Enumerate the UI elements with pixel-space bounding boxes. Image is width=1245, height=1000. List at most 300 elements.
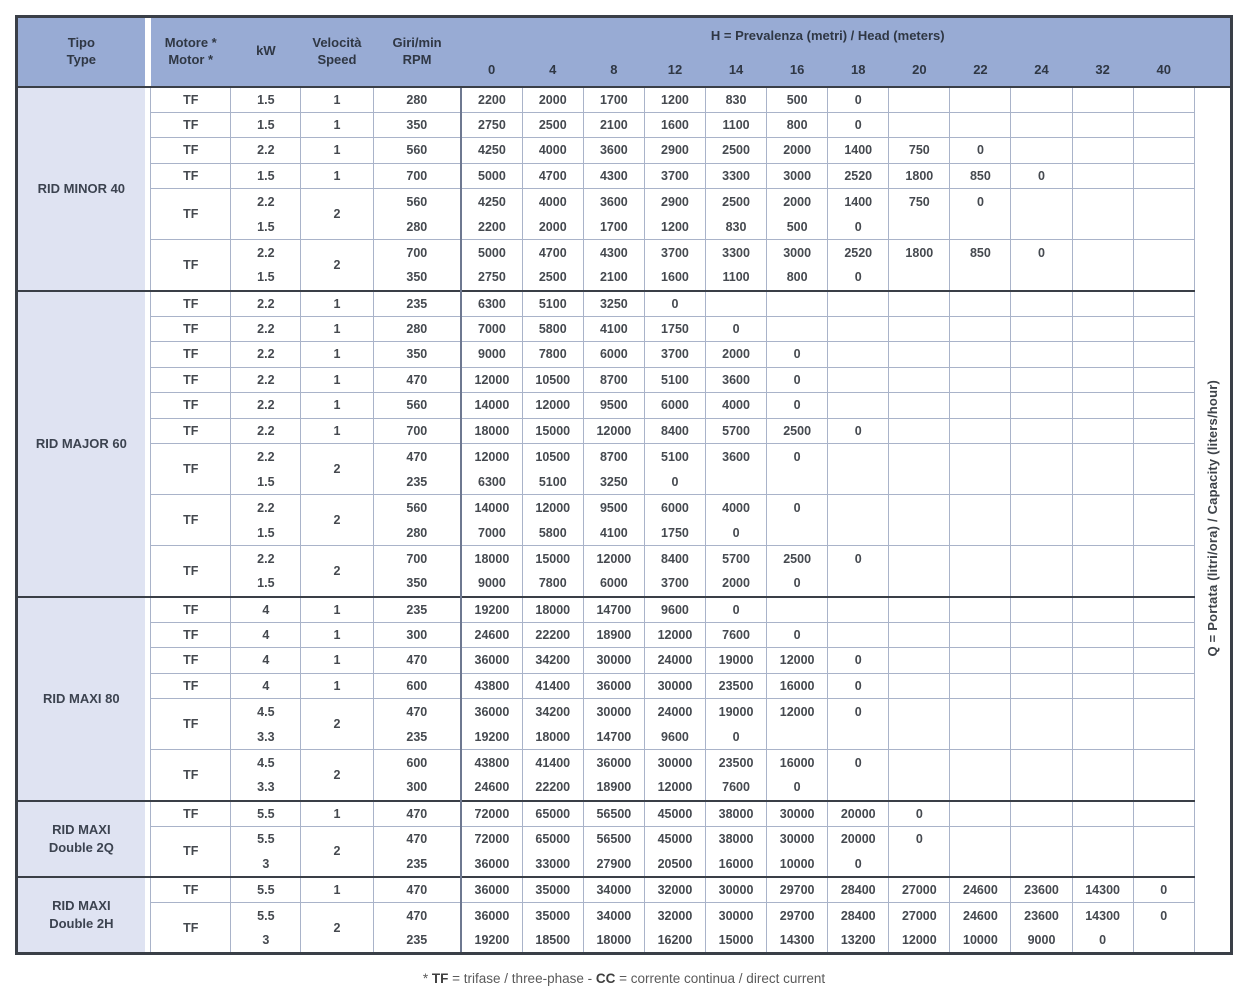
cell-value: 0: [828, 87, 889, 113]
head-tick: 4: [522, 55, 583, 87]
cell-value: [1072, 495, 1133, 521]
cell-value: [1011, 495, 1072, 521]
cell-value: 36000: [583, 750, 644, 776]
cell-value: 4100: [583, 520, 644, 546]
cell-value: [1133, 240, 1194, 266]
table-row: [17, 342, 1232, 368]
cell-value: [889, 265, 950, 291]
cell-value: [950, 826, 1011, 852]
cell-value: [1133, 418, 1194, 444]
cell-value: 500: [767, 87, 828, 113]
head-tick: 40: [1133, 55, 1194, 87]
cell-value: 30000: [706, 903, 767, 929]
cell-rpm: 470: [373, 367, 461, 393]
cell-value: [1011, 316, 1072, 342]
cell-value: 2900: [644, 138, 705, 164]
cell-value: [950, 622, 1011, 648]
cell-value: [828, 775, 889, 801]
cell-value: 23600: [1011, 903, 1072, 929]
cell-kw: 2.2: [231, 393, 301, 419]
cell-value: 830: [706, 87, 767, 113]
col-header-motore-line1: Motore *: [164, 34, 217, 50]
cell-value: 0: [828, 699, 889, 725]
cell-value: [950, 469, 1011, 495]
cell-value: [1133, 87, 1194, 113]
cell-value: 12000: [767, 699, 828, 725]
cell-value: 30000: [644, 750, 705, 776]
cell-value: 41400: [522, 750, 583, 776]
head-tick: 0: [461, 55, 522, 87]
cell-motor: TF: [151, 877, 231, 903]
cell-kw: 2.2: [231, 316, 301, 342]
cell-motor: TF: [151, 648, 231, 674]
cell-value: [1011, 597, 1072, 623]
cell-value: [950, 393, 1011, 419]
cell-value: [828, 291, 889, 317]
cell-motor: TF: [151, 112, 231, 138]
cell-speed: 1: [301, 418, 373, 444]
col-header-motore: [151, 17, 231, 87]
cell-rpm: 700: [373, 546, 461, 572]
cell-motor: TF: [151, 444, 231, 495]
cell-value: 19000: [706, 699, 767, 725]
cell-value: 36000: [461, 903, 522, 929]
cell-value: 36000: [461, 699, 522, 725]
cell-value: 0: [767, 571, 828, 597]
table-row: [17, 597, 1232, 623]
cell-value: 14300: [1072, 903, 1133, 929]
group-name-line: Double 2H: [49, 916, 114, 931]
cell-value: [889, 444, 950, 470]
cell-value: [889, 393, 950, 419]
cell-value: [1072, 240, 1133, 266]
cell-value: [1072, 469, 1133, 495]
table-row: [17, 826, 1232, 852]
cell-value: [1011, 189, 1072, 215]
col-header-giri-line2: RPM: [402, 51, 432, 67]
cell-value: 830: [706, 214, 767, 240]
cell-value: [706, 291, 767, 317]
cell-value: 5800: [522, 316, 583, 342]
cell-value: [1011, 393, 1072, 419]
cell-speed: 2: [301, 750, 373, 801]
cell-value: [889, 214, 950, 240]
cell-value: [828, 469, 889, 495]
cell-value: [1072, 342, 1133, 368]
cell-value: 23500: [706, 673, 767, 699]
cell-kw: 4.5: [231, 750, 301, 776]
table-row: [17, 699, 1232, 725]
cell-value: 2500: [522, 112, 583, 138]
cell-rpm: 280: [373, 214, 461, 240]
cell-value: [1133, 469, 1194, 495]
cell-value: 8700: [583, 444, 644, 470]
cell-speed: 2: [301, 495, 373, 546]
cell-value: 5100: [644, 367, 705, 393]
cell-value: [828, 393, 889, 419]
cell-value: 2000: [522, 87, 583, 113]
cell-value: 3300: [706, 163, 767, 189]
cell-value: 56500: [583, 826, 644, 852]
head-tick: 22: [950, 55, 1011, 87]
cell-value: [950, 775, 1011, 801]
cell-value: 30000: [644, 673, 705, 699]
cell-value: 0: [706, 316, 767, 342]
cell-motor: TF: [151, 240, 231, 291]
cell-value: [828, 597, 889, 623]
cell-kw: 1.5: [231, 520, 301, 546]
cell-value: 5100: [522, 291, 583, 317]
cell-speed: 1: [301, 87, 373, 113]
cell-rpm: 470: [373, 801, 461, 827]
cell-rpm: 300: [373, 775, 461, 801]
cell-value: [1133, 189, 1194, 215]
cell-value: 14700: [583, 597, 644, 623]
cell-value: 4700: [522, 240, 583, 266]
cell-value: [1072, 112, 1133, 138]
cell-value: [889, 495, 950, 521]
cell-value: [1072, 571, 1133, 597]
cell-value: [1133, 852, 1194, 878]
cell-value: [1133, 622, 1194, 648]
cell-value: 30000: [583, 648, 644, 674]
table-row: [17, 418, 1232, 444]
cell-value: 3300: [706, 240, 767, 266]
cell-value: [1133, 775, 1194, 801]
cell-motor: TF: [151, 138, 231, 164]
cell-motor: TF: [151, 163, 231, 189]
cell-value: 14700: [583, 724, 644, 750]
cell-value: [950, 316, 1011, 342]
cell-kw: 2.2: [231, 240, 301, 266]
cell-value: 65000: [522, 801, 583, 827]
cell-value: 43800: [461, 673, 522, 699]
group-name-line: Double 2Q: [48, 839, 114, 855]
cell-speed: 2: [301, 826, 373, 877]
table-row: [17, 87, 1232, 113]
cell-value: [1072, 648, 1133, 674]
cell-value: 4250: [461, 189, 522, 215]
cell-value: 2500: [522, 265, 583, 291]
cell-value: 3600: [706, 444, 767, 470]
cell-value: 3000: [767, 240, 828, 266]
cell-value: [706, 469, 767, 495]
cell-value: [828, 367, 889, 393]
cell-value: 2750: [461, 112, 522, 138]
cell-speed: 1: [301, 877, 373, 903]
cell-value: [950, 214, 1011, 240]
cell-rpm: 600: [373, 750, 461, 776]
cell-value: 18000: [522, 724, 583, 750]
cell-value: 3700: [644, 240, 705, 266]
cell-value: 5100: [644, 444, 705, 470]
group-name-line: RID MINOR 40: [37, 180, 126, 196]
cell-value: [1133, 316, 1194, 342]
cell-value: 36000: [461, 877, 522, 903]
cell-value: [950, 699, 1011, 725]
cell-value: 12000: [583, 418, 644, 444]
cell-value: [1011, 750, 1072, 776]
cell-kw: 5.5: [231, 903, 301, 929]
cell-kw: 1.5: [231, 265, 301, 291]
cell-value: [950, 495, 1011, 521]
cell-motor: TF: [151, 699, 231, 750]
cell-value: 22200: [522, 622, 583, 648]
cell-value: 0: [828, 673, 889, 699]
cell-value: 0: [828, 265, 889, 291]
cell-value: 1400: [828, 138, 889, 164]
cell-kw: 2.2: [231, 495, 301, 521]
table-row: [17, 189, 1232, 215]
cell-value: 800: [767, 112, 828, 138]
cell-motor: TF: [151, 291, 231, 317]
cell-value: 13200: [828, 928, 889, 954]
cell-value: 1800: [889, 240, 950, 266]
cell-value: 32000: [644, 877, 705, 903]
cell-value: [889, 622, 950, 648]
footnote-star: *: [422, 971, 432, 986]
cell-value: 1750: [644, 316, 705, 342]
cell-value: [1072, 520, 1133, 546]
table-row: [17, 622, 1232, 648]
cell-value: [1072, 214, 1133, 240]
cell-value: [950, 342, 1011, 368]
cell-value: 6300: [461, 469, 522, 495]
cell-value: 36000: [461, 648, 522, 674]
cell-value: 19200: [461, 928, 522, 954]
cell-speed: 1: [301, 648, 373, 674]
cell-value: [889, 367, 950, 393]
table-row: [17, 877, 1232, 903]
cell-value: 19000: [706, 648, 767, 674]
cell-speed: 2: [301, 189, 373, 240]
cell-rpm: 470: [373, 903, 461, 929]
cell-value: 34200: [522, 648, 583, 674]
cell-value: [889, 597, 950, 623]
cell-value: [828, 622, 889, 648]
cell-rpm: 470: [373, 444, 461, 470]
cell-value: 3250: [583, 469, 644, 495]
cell-kw: 1.5: [231, 571, 301, 597]
cell-value: [889, 469, 950, 495]
table-row: [17, 367, 1232, 393]
cell-value: 14300: [767, 928, 828, 954]
cell-motor: TF: [151, 622, 231, 648]
cell-value: 72000: [461, 826, 522, 852]
cell-value: 2900: [644, 189, 705, 215]
cell-value: [950, 852, 1011, 878]
cell-motor: TF: [151, 903, 231, 954]
cell-value: 0: [950, 189, 1011, 215]
cell-value: 9000: [1011, 928, 1072, 954]
cell-value: [950, 265, 1011, 291]
cell-value: [1011, 367, 1072, 393]
cell-kw: 4: [231, 597, 301, 623]
cell-value: 0: [1011, 163, 1072, 189]
cell-value: 4700: [522, 163, 583, 189]
cell-value: 12000: [522, 393, 583, 419]
cell-value: 29700: [767, 877, 828, 903]
cell-speed: 2: [301, 699, 373, 750]
cell-motor: TF: [151, 495, 231, 546]
cell-value: 3600: [583, 138, 644, 164]
group-name-line: RID MAJOR 60: [35, 435, 127, 451]
cell-value: 18500: [522, 928, 583, 954]
cell-value: 23600: [1011, 877, 1072, 903]
cell-value: 18000: [583, 928, 644, 954]
cell-value: 0: [767, 342, 828, 368]
table-row: [17, 393, 1232, 419]
cell-value: 0: [828, 112, 889, 138]
cell-value: [767, 597, 828, 623]
cell-rpm: 235: [373, 928, 461, 954]
cell-value: 2000: [767, 189, 828, 215]
cell-value: [1133, 214, 1194, 240]
head-title-h: H: [710, 27, 721, 43]
cell-value: 1100: [706, 265, 767, 291]
cell-speed: 2: [301, 444, 373, 495]
group-name-line: RID MAXI 80: [43, 690, 120, 706]
cell-value: [950, 444, 1011, 470]
q-strip-cell: [1194, 87, 1231, 954]
cell-kw: 1.5: [231, 469, 301, 495]
cell-value: 7000: [461, 316, 522, 342]
cell-value: [889, 750, 950, 776]
head-tick: 32: [1072, 55, 1133, 87]
cell-value: [1011, 265, 1072, 291]
cell-value: 0: [828, 750, 889, 776]
cell-rpm: 560: [373, 138, 461, 164]
head-tick: 16: [767, 55, 828, 87]
cell-rpm: 560: [373, 495, 461, 521]
cell-kw: 1.5: [231, 163, 301, 189]
cell-value: [1133, 826, 1194, 852]
col-header-tipo-line2: Type: [66, 51, 97, 67]
cell-motor: TF: [151, 418, 231, 444]
cell-value: [1072, 724, 1133, 750]
col-header-velocita-line2: Speed: [317, 51, 357, 67]
head-tick: 14: [706, 55, 767, 87]
cell-value: 28400: [828, 903, 889, 929]
cell-kw: 3.3: [231, 724, 301, 750]
group-name-cell: [17, 597, 145, 801]
cell-value: 7600: [706, 775, 767, 801]
cell-value: [950, 597, 1011, 623]
cell-value: [828, 342, 889, 368]
cell-speed: 1: [301, 393, 373, 419]
cell-speed: 1: [301, 597, 373, 623]
col-header-giri: [373, 17, 461, 87]
cell-value: 12000: [461, 444, 522, 470]
table-row: [17, 291, 1232, 317]
cell-value: [1133, 265, 1194, 291]
cell-motor: TF: [151, 342, 231, 368]
cell-value: 10500: [522, 444, 583, 470]
cell-value: 18900: [583, 775, 644, 801]
cell-value: 45000: [644, 801, 705, 827]
cell-value: 0: [767, 444, 828, 470]
cell-value: [950, 87, 1011, 113]
cell-value: 2500: [767, 546, 828, 572]
cell-value: 8400: [644, 546, 705, 572]
cell-value: 24600: [461, 622, 522, 648]
cell-value: [889, 724, 950, 750]
cell-value: 12000: [644, 622, 705, 648]
head-title-rest: = Prevalenza (metri) / Head (meters): [720, 27, 945, 43]
cell-value: [950, 801, 1011, 827]
cell-value: 1200: [644, 87, 705, 113]
cell-value: [1133, 520, 1194, 546]
cell-value: [1011, 801, 1072, 827]
cell-value: [1072, 546, 1133, 572]
cell-value: [889, 112, 950, 138]
cell-value: [1072, 291, 1133, 317]
cell-value: 12000: [461, 367, 522, 393]
cell-value: 9600: [644, 597, 705, 623]
cell-value: 6000: [644, 495, 705, 521]
cell-kw: 2.2: [231, 138, 301, 164]
cell-rpm: 470: [373, 648, 461, 674]
cell-kw: 5.5: [231, 826, 301, 852]
group-name-cell: [17, 87, 145, 291]
cell-value: [767, 724, 828, 750]
cell-kw: 1.5: [231, 112, 301, 138]
cell-value: 10000: [767, 852, 828, 878]
cell-value: 38000: [706, 826, 767, 852]
head-tick: 20: [889, 55, 950, 87]
cell-value: [1072, 750, 1133, 776]
cell-value: 45000: [644, 826, 705, 852]
cell-value: 24600: [950, 903, 1011, 929]
cell-value: [1011, 775, 1072, 801]
table-row: [17, 240, 1232, 266]
cell-value: [1011, 699, 1072, 725]
col-header-tipo-line1: Tipo: [67, 34, 95, 50]
group-name-line: RID MAXI: [52, 898, 111, 914]
cell-value: [1011, 520, 1072, 546]
cell-value: 850: [950, 163, 1011, 189]
cell-value: 41400: [522, 673, 583, 699]
cell-value: 20000: [828, 801, 889, 827]
cell-value: [1133, 597, 1194, 623]
cell-value: 29700: [767, 903, 828, 929]
cell-value: 0: [706, 597, 767, 623]
cell-value: 14300: [1072, 877, 1133, 903]
cell-speed: 2: [301, 240, 373, 291]
cell-value: 9600: [644, 724, 705, 750]
cell-value: 8400: [644, 418, 705, 444]
head-tick: 18: [828, 55, 889, 87]
cell-value: 27000: [889, 877, 950, 903]
cell-value: [1072, 597, 1133, 623]
cell-value: 3250: [583, 291, 644, 317]
cell-value: 0: [644, 291, 705, 317]
cell-kw: 2.2: [231, 444, 301, 470]
cell-value: 28400: [828, 877, 889, 903]
cell-value: [1011, 469, 1072, 495]
cell-value: [1072, 189, 1133, 215]
cell-value: [1133, 393, 1194, 419]
cell-value: [950, 571, 1011, 597]
cell-value: [828, 495, 889, 521]
cell-value: 7800: [522, 571, 583, 597]
cell-value: 1100: [706, 112, 767, 138]
cell-value: [889, 699, 950, 725]
cell-value: 19200: [461, 724, 522, 750]
cell-value: 6000: [583, 571, 644, 597]
cell-value: 16200: [644, 928, 705, 954]
cell-value: 7600: [706, 622, 767, 648]
